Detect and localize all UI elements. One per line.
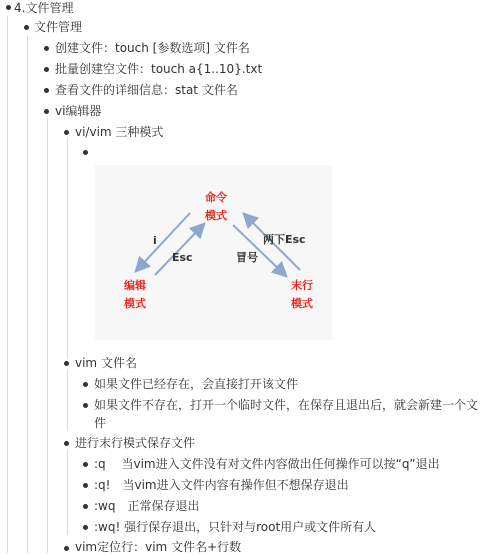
modes-title: vi/vim 三种模式 bbox=[75, 125, 164, 139]
bullet bbox=[64, 441, 69, 446]
list-item: 如果文件不存在，打开一个临时文件，在保存且退出后，就会新建一个文件 bbox=[94, 398, 479, 430]
indent-guide bbox=[67, 370, 68, 430]
bullet bbox=[83, 150, 88, 155]
label-colon: 冒号 bbox=[236, 251, 258, 264]
bullet bbox=[83, 483, 88, 488]
list-item: 如果文件已经存在，会直接打开该文件 bbox=[94, 377, 299, 391]
open-title: vim 文件名 bbox=[75, 356, 137, 370]
lastline-mode-line2: 模式 bbox=[291, 297, 313, 310]
list-item: :q 当vim进入文件没有对文件内容做出任何操作可以按“q”退出 bbox=[94, 457, 440, 471]
bullet bbox=[83, 525, 88, 530]
label-esc: Esc bbox=[172, 251, 193, 264]
list-item: :q! 当vim进入文件内容有操作但不想保存退出 bbox=[94, 478, 349, 492]
bullet bbox=[83, 403, 88, 408]
save-title: 进行末行模式保存文件 bbox=[75, 436, 196, 450]
bullet bbox=[83, 462, 88, 467]
bullet bbox=[44, 67, 49, 72]
section-title: 4.文件管理 bbox=[14, 1, 74, 15]
label-i: i bbox=[153, 234, 157, 247]
indent-guide bbox=[7, 16, 8, 553]
list-item: :wq! 强行保存退出，只针对与root用户或文件所有人 bbox=[94, 520, 377, 534]
bullet bbox=[83, 504, 88, 509]
lastline-mode-line1: 末行 bbox=[291, 279, 313, 292]
vim-modes-diagram bbox=[95, 165, 332, 340]
edit-mode-line1: 编辑 bbox=[124, 279, 146, 292]
locate-title: vim定位行：vim 文件名+行数 bbox=[75, 540, 242, 554]
list-item: 批量创建空文件：touch a{1..10}.txt bbox=[55, 62, 263, 76]
list-item: :wq 正常保存退出 bbox=[94, 499, 200, 513]
indent-guide bbox=[67, 450, 68, 535]
list-item: 创建文件：touch [参数选项] 文件名 bbox=[55, 41, 250, 55]
bullet bbox=[64, 546, 69, 551]
group-title: 文件管理 bbox=[34, 20, 83, 34]
command-mode-line2: 模式 bbox=[205, 209, 227, 222]
indent-guide bbox=[47, 118, 48, 553]
indent-guide bbox=[27, 36, 28, 553]
bullet bbox=[64, 130, 69, 135]
bullet bbox=[6, 5, 11, 10]
bullet bbox=[83, 382, 88, 387]
bullet bbox=[44, 88, 49, 93]
bullet bbox=[44, 46, 49, 51]
bullet bbox=[24, 25, 29, 30]
bullet bbox=[64, 361, 69, 366]
label-double-esc: 两下Esc bbox=[263, 233, 306, 246]
indent-guide bbox=[67, 138, 68, 358]
list-item: vi编辑器 bbox=[55, 104, 102, 118]
command-mode-line1: 命令 bbox=[205, 191, 227, 204]
arrow-esc-left bbox=[155, 225, 203, 275]
bullet bbox=[44, 109, 49, 114]
edit-mode-line2: 模式 bbox=[124, 297, 146, 310]
list-item: 查看文件的详细信息：stat 文件名 bbox=[55, 83, 238, 97]
